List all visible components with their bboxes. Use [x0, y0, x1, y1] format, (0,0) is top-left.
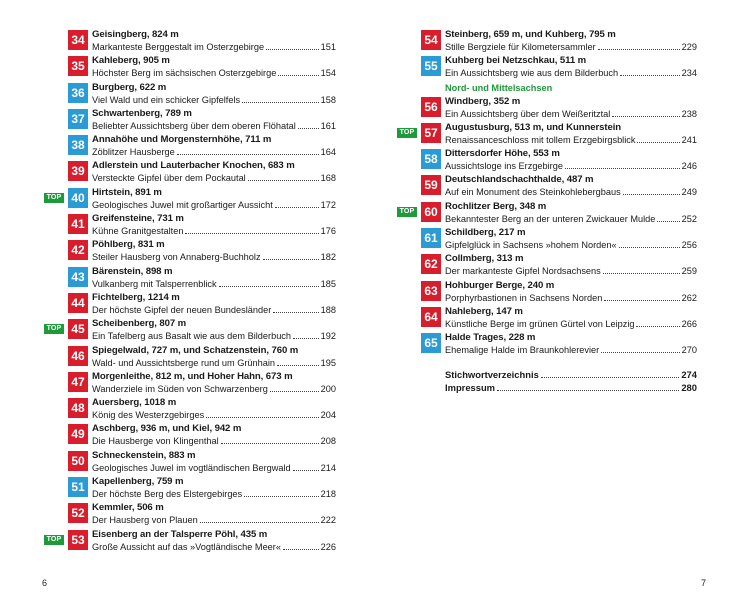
toc-entry[interactable] — [44, 28, 336, 54]
left-toc-list — [44, 28, 336, 554]
toc-entry[interactable] — [44, 265, 336, 291]
entry-title: Bärenstein, 898 m — [92, 265, 173, 277]
tour-number-badge: 58 — [421, 149, 441, 169]
entry-subline — [92, 304, 336, 316]
entry-description: Ein Aussichtsberg wie aus dem Bilderbuch — [445, 68, 619, 79]
entry-subline — [445, 134, 697, 146]
entry-description: Geologisches Juwel mit großartiger Aussicht — [92, 199, 273, 210]
dot-leader — [200, 514, 319, 523]
entry-subline — [445, 239, 697, 251]
toc-entry[interactable] — [44, 317, 336, 343]
tour-number-badge: 51 — [68, 477, 88, 497]
toc-entry[interactable] — [44, 107, 336, 133]
tour-number-badge: 38 — [68, 135, 88, 155]
entry-description: König des Westerzgebirges — [92, 410, 205, 421]
toc-entry[interactable] — [44, 422, 336, 448]
dot-leader — [277, 357, 319, 366]
entry-page: 214 — [320, 462, 336, 473]
top-badge: TOP — [44, 193, 64, 203]
entry-page: 226 — [320, 541, 336, 552]
entry-description: Renaissanceschloss mit tollem Erzgebirgsblick — [445, 134, 636, 145]
entry-page: 182 — [320, 252, 336, 263]
entry-page: 256 — [681, 240, 697, 251]
tour-number-badge: 41 — [68, 214, 88, 234]
toc-entry[interactable] — [397, 173, 697, 199]
dot-leader — [293, 462, 319, 471]
dot-leader — [598, 41, 680, 50]
tour-number-badge: 44 — [68, 293, 88, 313]
entry-text — [92, 55, 336, 79]
toc-entry[interactable] — [44, 54, 336, 80]
entry-text — [445, 122, 697, 146]
entry-text — [92, 529, 336, 553]
entry-page: 200 — [320, 383, 336, 394]
entry-description: Steiler Hausberg von Annaberg-Buchholz — [92, 252, 261, 263]
tour-number-badge: 63 — [421, 281, 441, 301]
tour-number-badge: 45 — [68, 319, 88, 339]
entry-page: 172 — [320, 199, 336, 210]
entry-title: Kapellenberg, 759 m — [92, 476, 184, 488]
toc-entry[interactable] — [397, 331, 697, 357]
entry-description: Vulkanberg mit Talsperrenblick — [92, 278, 217, 289]
entry-subline — [92, 383, 336, 395]
entry-text — [92, 29, 336, 53]
entry-description: Ein Tafelberg aus Basalt wie aus dem Bilderbuch — [92, 331, 292, 342]
tour-number-badge: 46 — [68, 346, 88, 366]
entry-text — [92, 371, 336, 395]
entry-page: 164 — [320, 147, 336, 158]
toc-entry[interactable] — [397, 121, 697, 147]
entry-page: 222 — [320, 515, 336, 526]
entry-subline — [92, 94, 336, 106]
toc-entry[interactable] — [44, 370, 336, 396]
toc-entry[interactable] — [397, 279, 697, 305]
tour-number-badge: 43 — [68, 267, 88, 287]
entry-title: Hirtstein, 891 m — [92, 186, 162, 198]
entry-title: Adlerstein und Lauterbacher Knochen, 683 m — [92, 160, 295, 172]
entry-description: Porphyrbastionen in Sachsens Norden — [445, 292, 603, 303]
dot-leader — [604, 292, 679, 301]
entry-title: Aschberg, 936 m, und Kiel, 942 m — [92, 423, 242, 435]
tour-number-badge: 36 — [68, 83, 88, 103]
dot-leader — [242, 94, 319, 103]
dot-leader — [206, 409, 318, 418]
entry-text — [92, 423, 336, 447]
top-badge: TOP — [397, 128, 417, 138]
dot-leader — [177, 146, 319, 155]
entry-title: Morgenleithe, 812 m, und Hoher Hahn, 673 m — [92, 370, 293, 382]
index-label: Stichwortverzeichnis — [445, 368, 539, 380]
entry-page: 266 — [681, 318, 697, 329]
entry-subline — [92, 225, 336, 237]
entry-page: 208 — [320, 436, 336, 447]
index-label: Impressum — [445, 381, 496, 393]
dot-leader — [283, 541, 319, 550]
entry-subline — [92, 488, 336, 500]
entry-page: 241 — [681, 134, 697, 145]
dot-leader — [219, 278, 319, 287]
entry-description: Markanteste Berggestalt im Osterzgebirge — [92, 42, 265, 52]
entry-title: Schwartenberg, 789 m — [92, 107, 192, 119]
entry-description: Wanderziele im Süden von Schwarzenberg — [92, 383, 268, 394]
entry-description: Die Hausberge von Klingenthal — [92, 436, 219, 447]
dot-leader — [263, 251, 319, 260]
entry-subline — [92, 199, 336, 211]
entry-subline — [92, 435, 336, 447]
index-entry[interactable] — [397, 368, 697, 381]
entry-page: 185 — [320, 278, 336, 289]
toc-entry[interactable] — [44, 449, 336, 475]
tour-number-badge: 49 — [68, 424, 88, 444]
entry-text — [445, 332, 697, 356]
dot-leader — [244, 488, 319, 497]
dot-leader — [293, 330, 319, 339]
entry-title: Nahleberg, 147 m — [445, 305, 523, 317]
top-badge: TOP — [44, 324, 64, 334]
entry-subline — [92, 41, 336, 53]
entry-text — [445, 227, 697, 251]
entry-page: 168 — [320, 173, 336, 184]
entry-subline — [445, 160, 697, 172]
toc-entry[interactable] — [397, 305, 697, 331]
section-heading: Nord- und Mittelsachsen — [445, 82, 553, 93]
right-toc-list — [397, 28, 697, 394]
entry-page: 161 — [320, 120, 336, 131]
entry-title: Spiegelwald, 727 m, und Schatzenstein, 760 m — [92, 344, 299, 356]
entry-title: Eisenberg an der Talsperre Pöhl, 435 m — [92, 528, 268, 540]
toc-entry[interactable] — [44, 528, 336, 554]
entry-title: Schneckenstein, 883 m — [92, 449, 196, 461]
dot-leader — [278, 67, 318, 76]
entry-text — [92, 502, 336, 526]
toc-entry[interactable] — [44, 344, 336, 370]
toc-entry[interactable] — [397, 28, 697, 54]
entry-text — [92, 160, 336, 184]
entry-subline — [92, 330, 336, 342]
entry-description: Kühne Granitgestalten — [92, 226, 184, 237]
entry-page: 158 — [320, 94, 336, 105]
entry-description: Stille Bergziele für Kilometersammler — [445, 42, 596, 52]
toc-entry[interactable] — [44, 212, 336, 238]
tour-number-badge: 50 — [68, 451, 88, 471]
dot-leader — [185, 225, 318, 234]
toc-entry[interactable] — [397, 252, 697, 278]
entry-title: Hohburger Berge, 240 m — [445, 279, 555, 291]
top-badge: TOP — [397, 207, 417, 217]
dot-leader — [273, 304, 318, 313]
entry-description: Der höchste Gipfel der neuen Bundesländer — [92, 304, 272, 315]
entry-page: 218 — [320, 489, 336, 500]
tour-number-badge: 65 — [421, 333, 441, 353]
dot-leader — [612, 108, 679, 117]
dot-leader — [248, 172, 319, 181]
tour-number-badge: 62 — [421, 254, 441, 274]
entry-title: Annahöhe und Morgensternhöhe, 711 m — [92, 134, 272, 146]
dot-leader — [623, 186, 680, 195]
entry-description: Bekanntester Berg an der unteren Zwickauer Mulde — [445, 213, 656, 224]
toc-entry[interactable] — [44, 475, 336, 501]
entry-text — [92, 213, 336, 237]
entry-page: 188 — [320, 304, 336, 315]
toc-entry[interactable] — [44, 159, 336, 185]
entry-subline — [445, 108, 697, 120]
dot-leader — [270, 383, 319, 392]
tour-number-badge: 34 — [68, 30, 88, 50]
entry-description: Auf ein Monument des Steinkohlebergbaus — [445, 187, 621, 198]
dot-leader — [601, 344, 679, 353]
entry-text — [92, 450, 336, 474]
entry-page: 270 — [681, 345, 697, 356]
tour-number-badge: 61 — [421, 228, 441, 248]
tour-number-badge: 54 — [421, 30, 441, 50]
entry-page: 252 — [681, 213, 697, 224]
entry-title: Rochlitzer Berg, 348 m — [445, 200, 547, 212]
dot-leader — [221, 435, 319, 444]
entry-description: Ein Aussichtsberg über dem Weißeritztal — [445, 108, 611, 119]
tour-number-badge: 57 — [421, 123, 441, 143]
entry-subline — [92, 146, 336, 158]
entry-title: Greifensteine, 731 m — [92, 213, 184, 225]
entry-text — [445, 96, 697, 120]
tour-number-badge: 37 — [68, 109, 88, 129]
dot-leader — [275, 199, 319, 208]
top-badge: TOP — [44, 535, 64, 545]
entry-title: Halde Trages, 228 m — [445, 332, 536, 344]
tour-number-badge: 47 — [68, 372, 88, 392]
toc-entry[interactable] — [397, 200, 697, 226]
dot-leader — [266, 41, 319, 50]
entry-subline — [92, 514, 336, 526]
entry-title: Fichtelberg, 1214 m — [92, 291, 180, 303]
entry-description: Viel Wald und ein schicker Gipfelfels — [92, 94, 241, 105]
dot-leader — [636, 318, 679, 327]
entry-description: Geologisches Juwel im vogtländischen Bergwald — [92, 462, 291, 473]
entry-title: Dittersdorfer Höhe, 553 m — [445, 148, 560, 160]
entry-title: Windberg, 352 m — [445, 95, 521, 107]
entry-title: Auersberg, 1018 m — [92, 397, 177, 409]
entry-subline — [92, 172, 336, 184]
dot-leader — [298, 120, 319, 129]
tour-number-badge: 59 — [421, 175, 441, 195]
entry-subline — [92, 541, 336, 553]
tour-number-badge: 55 — [421, 56, 441, 76]
entry-page: 195 — [320, 357, 336, 368]
entry-subline — [92, 278, 336, 290]
tour-number-badge: 40 — [68, 188, 88, 208]
entry-subline — [92, 462, 336, 474]
tour-number-badge: 42 — [68, 240, 88, 260]
entry-text — [445, 29, 697, 53]
toc-entry[interactable] — [44, 291, 336, 317]
entry-text — [92, 292, 336, 316]
dot-leader — [541, 368, 680, 378]
entry-subline — [92, 409, 336, 421]
entry-description: Ehemalige Halde im Braunkohlerevier — [445, 345, 600, 356]
toc-entry[interactable] — [44, 396, 336, 422]
entry-subline — [445, 186, 697, 198]
entry-subline — [445, 318, 697, 330]
dot-leader — [497, 381, 679, 391]
entry-title: Scheibenberg, 807 m — [92, 318, 187, 330]
entry-text — [92, 397, 336, 421]
entry-subline — [92, 357, 336, 369]
dot-leader — [657, 213, 679, 222]
entry-description: Der höchste Berg des Elstergebirges — [92, 489, 243, 500]
entry-text — [445, 148, 697, 172]
entry-page: 204 — [320, 410, 336, 421]
toc-entry[interactable] — [44, 186, 336, 212]
entry-description: Große Aussicht auf das »Vogtländische Meer« — [92, 541, 281, 552]
entry-title: Augustusburg, 513 m, und Kunnerstein — [445, 121, 622, 133]
entry-description: Beliebter Aussichtsberg über dem oberen Flöhatal — [92, 120, 296, 131]
tour-number-badge: 39 — [68, 161, 88, 181]
page-number-left: 6 — [42, 578, 48, 588]
entry-text — [92, 187, 336, 211]
entry-description: Künstliche Berge im grünen Gürtel von Leipzig — [445, 318, 635, 329]
toc-entry[interactable] — [397, 147, 697, 173]
page-number-right: 7 — [700, 578, 706, 588]
entry-title: Kuhberg bei Netzschkau, 511 m — [445, 55, 587, 67]
right-page — [375, 0, 750, 600]
entry-title: Schildberg, 217 m — [445, 227, 526, 239]
entry-title: Deutschlandschachthalde, 487 m — [445, 174, 594, 186]
index-entry[interactable] — [397, 381, 697, 394]
entry-title: Geisingberg, 824 m — [92, 29, 179, 40]
dot-leader — [620, 67, 680, 76]
tour-number-badge: 48 — [68, 398, 88, 418]
entry-text — [92, 82, 336, 106]
entry-text — [92, 345, 336, 369]
entry-page: 151 — [320, 42, 336, 52]
entry-text — [92, 476, 336, 500]
dot-leader — [603, 265, 680, 274]
entry-text — [92, 318, 336, 342]
dot-leader — [637, 134, 679, 143]
entry-page: 154 — [320, 68, 336, 79]
entry-subline — [445, 213, 697, 225]
entry-page: 246 — [681, 161, 697, 172]
entry-text — [445, 306, 697, 330]
entry-description: Versteckte Gipfel über dem Pockautal — [92, 173, 246, 184]
toc-entry[interactable] — [44, 133, 336, 159]
dot-leader — [619, 239, 680, 248]
entry-description: Zöblitzer Hausberge — [92, 147, 175, 158]
entry-subline — [445, 292, 697, 304]
entry-text — [92, 134, 336, 158]
entry-subline — [445, 265, 697, 277]
entry-text — [92, 108, 336, 132]
entry-title: Pöhlberg, 831 m — [92, 239, 165, 251]
entry-description: Gipfelglück in Sachsens »hohem Norden« — [445, 240, 617, 251]
entry-text — [445, 201, 697, 225]
index-page: 280 — [681, 381, 697, 393]
entry-text — [445, 55, 697, 79]
toc-entry[interactable] — [397, 54, 697, 80]
entry-page: 192 — [320, 331, 336, 342]
toc-entry[interactable] — [44, 238, 336, 264]
entry-text — [445, 253, 697, 277]
entry-description: Wald- und Aussichtsberge rund um Grünhain — [92, 357, 275, 368]
entry-subline — [92, 251, 336, 263]
tour-number-badge: 35 — [68, 56, 88, 76]
dot-leader — [565, 160, 680, 169]
toc-entry[interactable] — [397, 95, 697, 121]
entry-page: 262 — [681, 292, 697, 303]
entry-page: 238 — [681, 108, 697, 119]
entry-subline — [445, 67, 697, 79]
entry-text — [92, 266, 336, 290]
tour-number-badge: 64 — [421, 307, 441, 327]
tour-number-badge: 60 — [421, 202, 441, 222]
tour-number-badge: 53 — [68, 530, 88, 550]
entry-text — [445, 174, 697, 198]
toc-entry[interactable] — [44, 81, 336, 107]
toc-entry[interactable] — [44, 501, 336, 527]
entry-subline — [445, 41, 697, 53]
entry-text — [92, 239, 336, 263]
entry-title: Kemmler, 506 m — [92, 502, 164, 514]
entry-page: 229 — [681, 42, 697, 52]
entry-description: Der markanteste Gipfel Nordsachsens — [445, 266, 601, 277]
index-page: 274 — [681, 368, 697, 380]
entry-page: 234 — [681, 68, 697, 79]
entry-subline — [445, 344, 697, 356]
entry-description: Aussichtsloge ins Erzgebirge — [445, 161, 563, 172]
entry-page: 249 — [681, 187, 697, 198]
tour-number-badge: 56 — [421, 97, 441, 117]
entry-text — [445, 280, 697, 304]
tour-number-badge: 52 — [68, 503, 88, 523]
toc-entry[interactable] — [397, 226, 697, 252]
entry-title: Steinberg, 659 m, und Kuhberg, 795 m — [445, 29, 616, 40]
entry-title: Kahleberg, 905 m — [92, 55, 170, 67]
entry-description: Höchster Berg im sächsischen Osterzgebirge — [92, 68, 277, 79]
entry-title: Burgberg, 622 m — [92, 81, 167, 93]
entry-title: Collmberg, 313 m — [445, 253, 524, 265]
entry-description: Der Hausberg von Plauen — [92, 515, 198, 526]
entry-subline — [92, 120, 336, 132]
entry-page: 176 — [320, 226, 336, 237]
entry-subline — [92, 67, 336, 79]
entry-page: 259 — [681, 266, 697, 277]
